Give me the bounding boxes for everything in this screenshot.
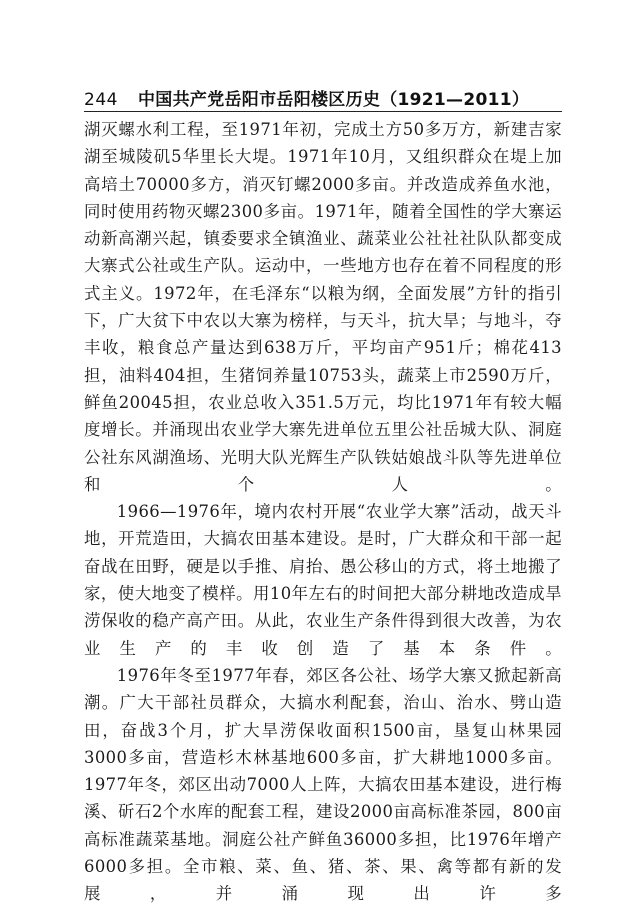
paragraph-1966-1976: 1966—1976年，境内农村开展“农业学大寨”活动，战天斗地，开荒造田，大搞农田基本建设。是时，广大群众和干部一起奋战在田野，硬是以手推、肩抬、愚公移山的方式，将土地搬了家，使大地变了模样。用10年左右的时间把大部分耕地改造成旱涝保收的稳产高产田。从此，农业生产条件得到很大改善，为农业生产的丰收创造了基本条件。	[84, 502, 562, 658]
page-number: 244	[84, 90, 118, 110]
body-text	[84, 116, 562, 908]
running-header	[84, 83, 562, 111]
header-rule	[84, 111, 562, 112]
paragraph-continued: 湖灭螺水利工程，至1971年初，完成土方50多万方，新建吉家湖至城陵矶5华里长大堤。1971年10月，又组织群众在堤上加高培土70000多方，消灭钉螺2000多亩。并改造成养鱼水池，同时使用药物灭螺2300多亩。1971年，随着全国性的学大寨运动新高潮兴起，镇委要求全镇渔业、蔬菜业公社社社队队都变成大寨式公社或生产队。运动中，一些地方也存在着不同程度的形式主义。1972年，在毛泽东“以粮为纲，全面发展”方针的指引下，广大贫下中农以大寨为榜样，与天斗，抗大旱；与地斗，夺丰收，粮食总产量达到638万斤，平均亩产951斤；棉花413担，油料404担，生猪饲养量10753头，蔬菜上市2590万斤，鲜鱼20045担，农业总收入351.5万元，均比1971年有较大幅度增长。并涌现出农业学大寨先进单位五里公社岳城大队、洞庭公社东风湖渔场、光明大队光辉生产队铁姑娘战斗队等先进单位和个人。	[84, 120, 562, 494]
book-title: 中国共产党岳阳市岳阳楼区历史（1921—2011）	[138, 90, 530, 110]
paragraph-1976-1977: 1976年冬至1977年春，郊区各公社、场学大寨又掀起新高潮。广大干部社员群众，大搞水利配套，治山、治水、劈山造田，奋战3个月，扩大旱涝保收面积1500亩，垦复山林果园3000多亩，营造杉木林基地600多亩，扩大耕地1000多亩。1977年冬，郊区出动7000人上阵，大搞农田基本建设，进行梅溪、斫石2个水库的配套工程，建设2000亩高标准茶园，800亩高标准蔬菜基地。洞庭公社产鲜鱼36000多担，比1976年增产6000多担。全市粮、菜、鱼、猪、茶、果、禽等都有新的发展，并涌现出许多	[84, 665, 562, 904]
